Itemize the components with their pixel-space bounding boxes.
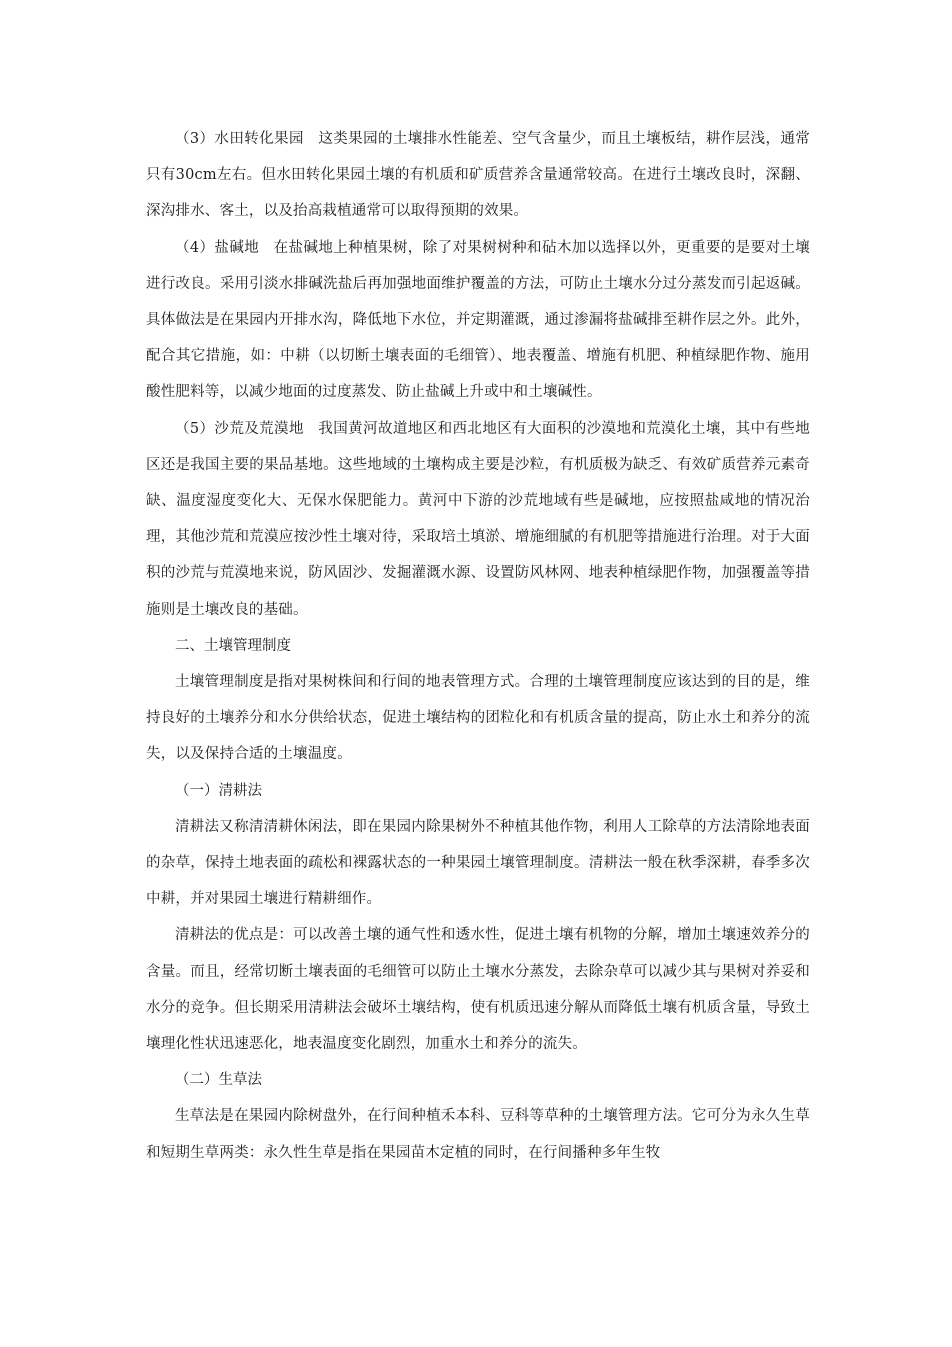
paragraph-paddy-orchard	[146, 121, 810, 230]
paragraph-clean-tillage-definition	[146, 809, 810, 918]
paragraph-sandy-desert	[146, 411, 810, 628]
paragraph-text: 清耕法又称清清耕休闲法，即在果园内除果树外不种植其他作物，利用人工除草的方法清除地表面的杂草，保持土地表面的疏松和裸露状态的一种果园土壤管理制度。清耕法一般在秋季深耕，春季多次中耕，并对果园土壤进行精耕细作。	[146, 818, 810, 908]
paragraph-saline-land	[146, 230, 810, 411]
paragraph-text: 清耕法的优点是：可以改善土壤的通气性和透水性，促进土壤有机物的分解，增加土壤速效养分的含量。而且，经常切断土壤表面的毛细管可以防止土壤水分蒸发，去除杂草可以减少其与果树对养妥和水分的竞争。但长期采用清耕法会破坏土壤结构，使有机质迅速分解从而降低土壤有机质含量，导致土壤理化性状迅速恶化，地表温度变化剧烈，加重水土和养分的流失。	[146, 927, 810, 1053]
paragraph-lead: （4）盐碱地	[175, 239, 260, 256]
paragraph-text: 生草法是在果园内除树盘外，在行间种植禾本科、豆科等草种的土壤管理方法。它可分为永久生草和短期生草两类：永久性生草是指在果园苗木定植的同时，在行间播种多年生牧	[146, 1108, 810, 1161]
paragraph-lead: （5）沙荒及荒漠地	[175, 420, 304, 437]
paragraph-text: 这类果园的土壤排水性能差、空气含量少，而且土壤板结，耕作层浅，通常只有30cm左右。但水田转化果园土壤的有机质和矿质营养含量通常较高。在进行土壤改良时，深翻、深沟排水、客土，以及抬高栽植通常可以取得预期的效果。	[146, 131, 810, 220]
paragraph-soil-management	[146, 664, 810, 773]
section-heading-soil-management: 二、土壤管理制度	[175, 637, 291, 654]
document-page	[146, 121, 810, 1171]
paragraph-text: 我国黄河故道地区和西北地区有大面积的沙漠地和荒漠化土壤，其中有些地区还是我国主要的果品基地。这些地域的土壤构成主要是沙粒，有机质极为缺乏、有效矿质营养元素奇缺、温度湿度变化大、无保水保肥能力。黄河中下游的沙荒地域有些是碱地，应按照盐咸地的情况治理，其他沙荒和荒漠应按沙性土壤对待，采取培土填淤、增施细腻的有机肥等措施进行治理。对于大面积的沙荒与荒漠地来说，防风固沙、发掘灌溉水源、设置防风林网、地表种植绿肥作物，加强覆盖等措施则是土壤改良的基础。	[146, 420, 810, 618]
paragraph-text: 土壤管理制度是指对果树株间和行间的地表管理方式。合理的土壤管理制度应该达到的目的是，维持良好的土壤养分和水分供给状态，促进土壤结构的团粒化和有机质含量的提高，防止水土和养分的流失，以及保持合适的土壤温度。	[146, 674, 810, 763]
subheading-clean-tillage: （一）清耕法	[175, 782, 262, 799]
paragraph-clean-tillage-pros-cons	[146, 917, 810, 1062]
paragraph-lead: （3）水田转化果园	[175, 131, 304, 147]
paragraph-sod-culture	[146, 1098, 810, 1170]
paragraph-text: 在盐碱地上种植果树，除了对果树树种和砧木加以选择以外，更重要的是要对土壤进行改良。采用引淡水排碱洗盐后再加强地面维护覆盖的方法，可防止土壤水分过分蒸发而引起返碱。具体做法是在果园内开排水沟，降低地下水位，并定期灌溉，通过渗漏将盐碱排至耕作层之外。此外，配合其它措施，如：中耕（以切断土壤表面的毛细管）、地表覆盖、增施有机肥、种植绿肥作物、施用酸性肥料等，以减少地面的过度蒸发、防止盐碱上升或中和土壤碱性。	[146, 239, 810, 401]
subheading-sod-culture: （二）生草法	[175, 1072, 262, 1089]
